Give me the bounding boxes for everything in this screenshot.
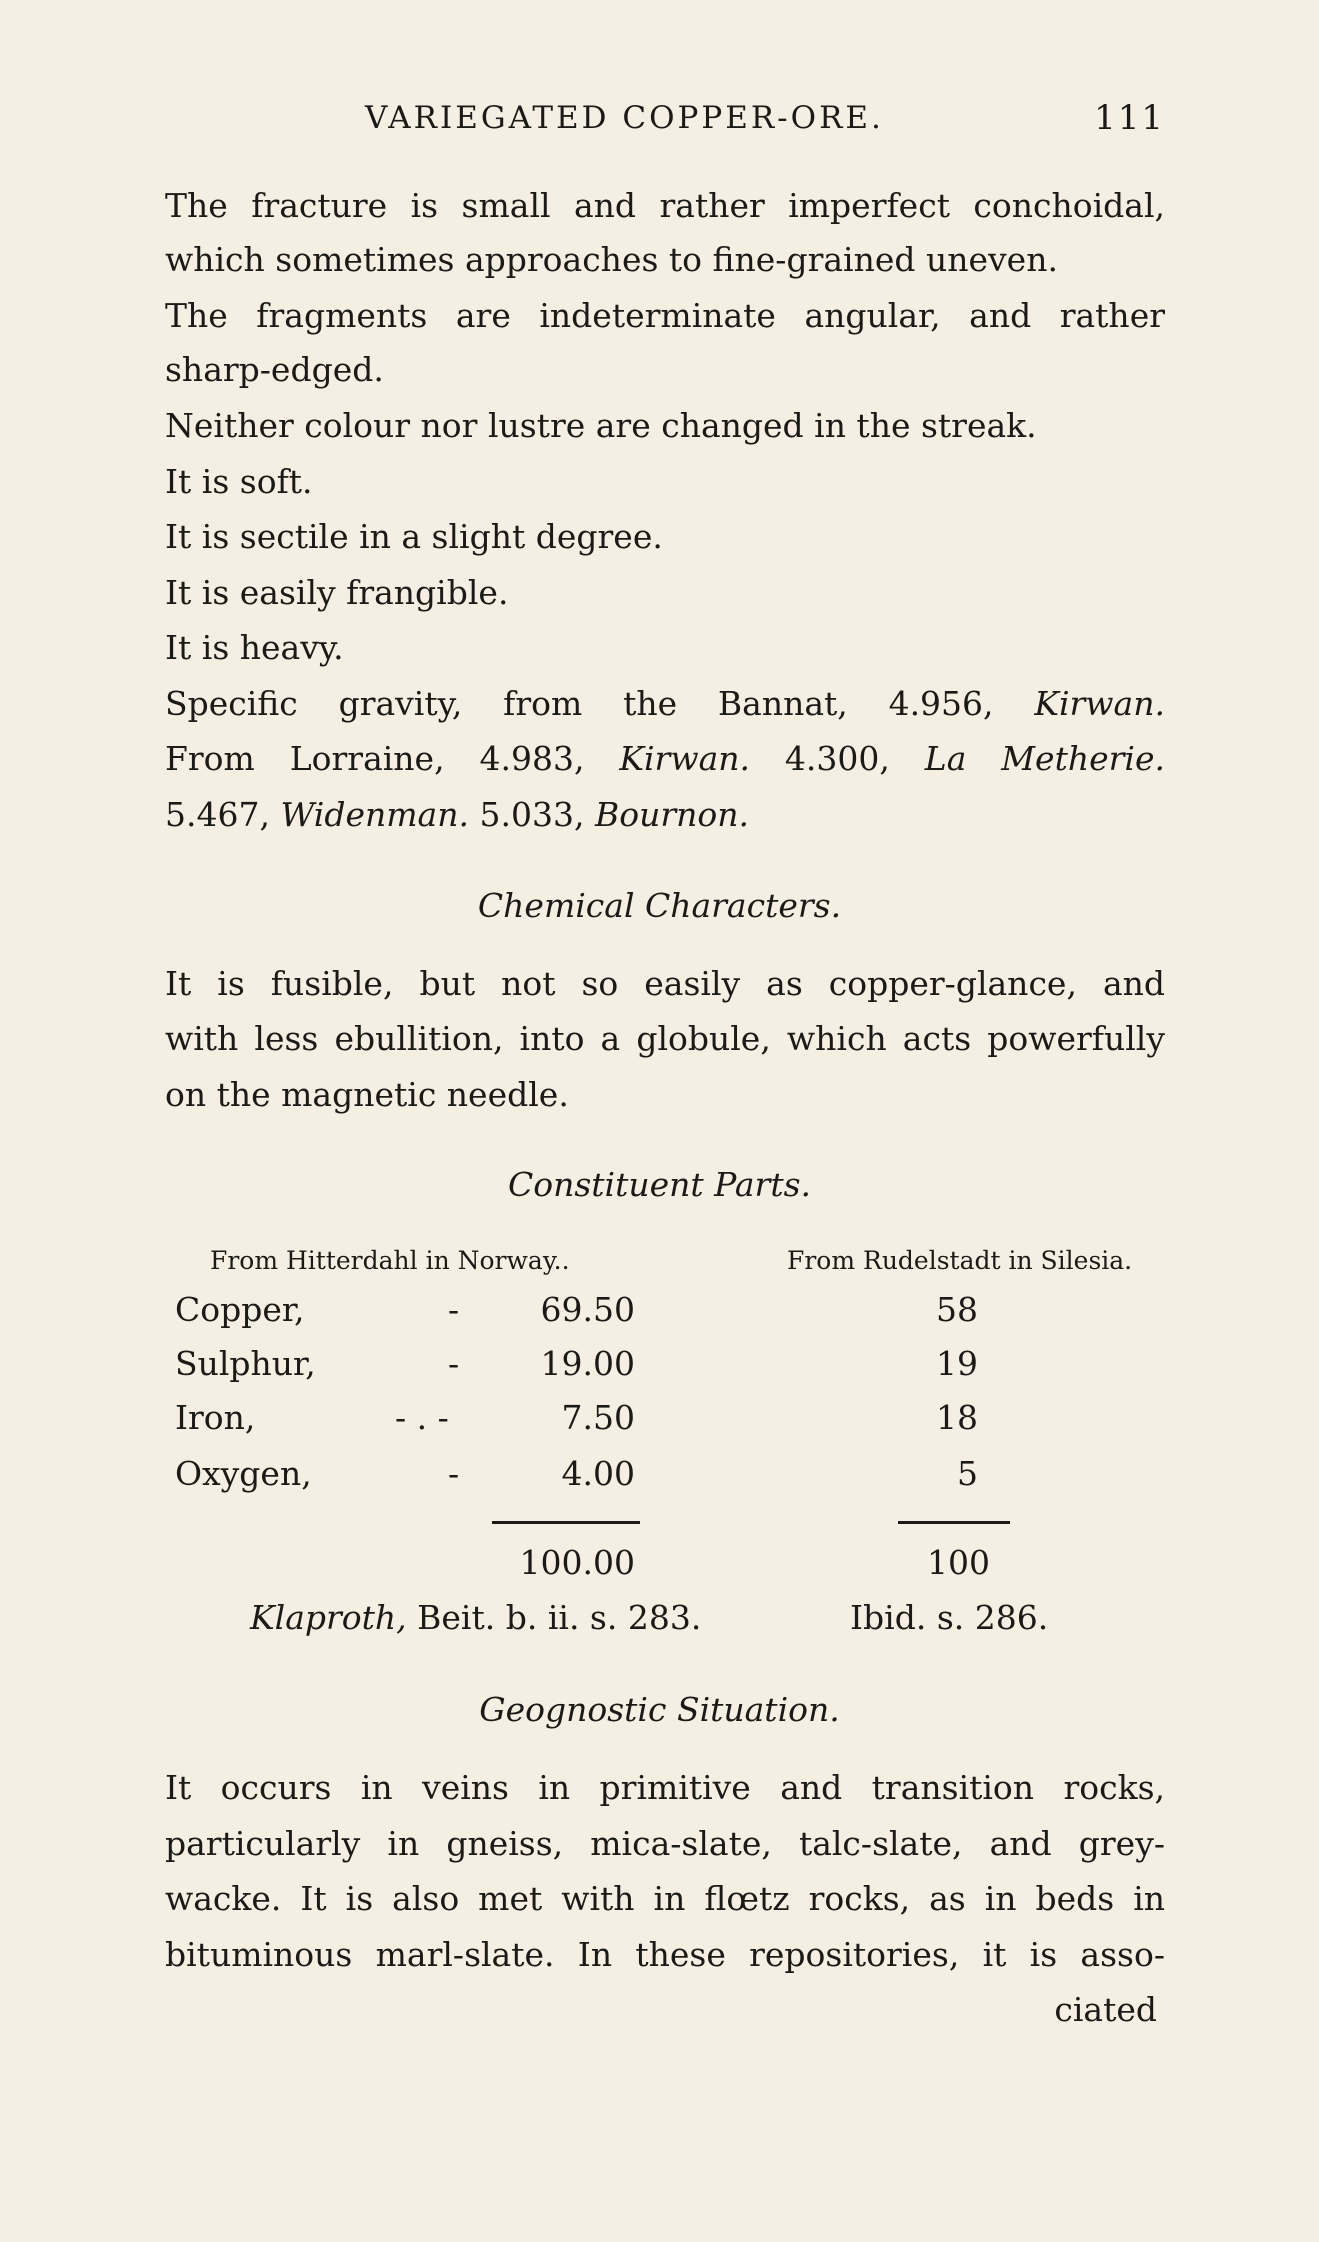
leader-dash: - — [448, 1344, 460, 1383]
body-line: sharp-edged. — [165, 350, 384, 389]
sg-author: Widenman. — [280, 795, 469, 834]
body-line: It is easily frangible. — [165, 573, 509, 612]
value-rudelstadt: 5 — [957, 1454, 978, 1493]
sg-text: Specific gravity, from the Bannat, 4.956, — [165, 684, 994, 723]
geognostic-line: particularly in gneiss, mica-slate, talc-slate, and grey- — [165, 1824, 1165, 1863]
leader-dash: - — [448, 1290, 460, 1329]
page-number: 111 — [1094, 98, 1165, 138]
chemical-line: It is fusible, but not so easily as copper-glance, and — [165, 964, 1165, 1003]
body-line: It is soft. — [165, 462, 313, 501]
total-rudelstadt: 100 — [927, 1543, 990, 1582]
body-line: Neither colour nor lustre are changed in the streak. — [165, 406, 1037, 445]
catchword: ciated — [1054, 1990, 1157, 2029]
column-header-hitterdahl: From Hitterdahl in Norway.. — [210, 1246, 570, 1275]
value-hitterdahl: 4.00 — [561, 1454, 635, 1493]
source-reference: Beit. b. ii. s. 283. — [417, 1598, 702, 1637]
sg-author: Kirwan. — [619, 739, 750, 778]
body-line: The fragments are indeterminate angular, and rather — [165, 296, 1165, 335]
value-rudelstadt: 19 — [936, 1344, 978, 1383]
body-line: It is sectile in a slight degree. — [165, 517, 663, 556]
source-author: Klaproth, — [250, 1598, 407, 1637]
body-line: The fracture is small and rather imperfect conchoidal, — [165, 186, 1165, 225]
sg-author: La Metherie. — [924, 739, 1165, 778]
value-hitterdahl: 69.50 — [540, 1290, 635, 1329]
total-rule-rudelstadt — [898, 1521, 1010, 1524]
constituent-name: Sulphur, — [175, 1344, 316, 1383]
body-line: which sometimes approaches to fine-grained uneven. — [165, 240, 1058, 279]
column-header-rudelstadt: From Rudelstadt in Silesia. — [787, 1246, 1133, 1275]
total-rule-hitterdahl — [492, 1521, 640, 1524]
source-hitterdahl — [250, 1598, 701, 1637]
geognostic-heading: Geognostic Situation. — [479, 1690, 840, 1729]
value-rudelstadt: 58 — [936, 1290, 978, 1329]
value-hitterdahl: 19.00 — [540, 1344, 635, 1383]
sg-value: 4.300, — [784, 739, 890, 778]
chemical-line: on the magnetic needle. — [165, 1075, 569, 1114]
chemical-line: with less ebullition, into a globule, which acts powerfully — [165, 1019, 1165, 1058]
value-rudelstadt: 18 — [936, 1398, 978, 1437]
source-rudelstadt: Ibid. s. 286. — [850, 1598, 1049, 1637]
value-hitterdahl: 7.50 — [561, 1398, 635, 1437]
sg-author: Kirwan. — [1034, 684, 1165, 723]
geognostic-line: bituminous marl-slate. In these repositories, it is asso- — [165, 1935, 1165, 1974]
chemical-heading: Chemical Characters. — [477, 886, 842, 925]
leader-dash: - . - — [395, 1398, 449, 1437]
constituent-name: Copper, — [175, 1290, 305, 1329]
total-hitterdahl: 100.00 — [519, 1543, 635, 1582]
constituents-heading: Constituent Parts. — [507, 1165, 812, 1204]
constituent-name: Iron, — [175, 1398, 256, 1437]
sg-text: From Lorraine, 4.983, — [165, 739, 585, 778]
body-line: It is heavy. — [165, 628, 344, 667]
geognostic-line: wacke. It is also met with in flœtz rocks, as in beds in — [165, 1879, 1165, 1918]
geognostic-line: It occurs in veins in primitive and transition rocks, — [165, 1768, 1165, 1807]
sg-value: 5.033, — [479, 795, 585, 834]
constituent-name: Oxygen, — [175, 1454, 312, 1493]
sg-author: Bournon. — [594, 795, 749, 834]
sg-value: 5.467, — [165, 795, 270, 834]
leader-dash: - — [448, 1454, 460, 1493]
running-title: VARIEGATED COPPER-ORE. — [365, 100, 884, 136]
